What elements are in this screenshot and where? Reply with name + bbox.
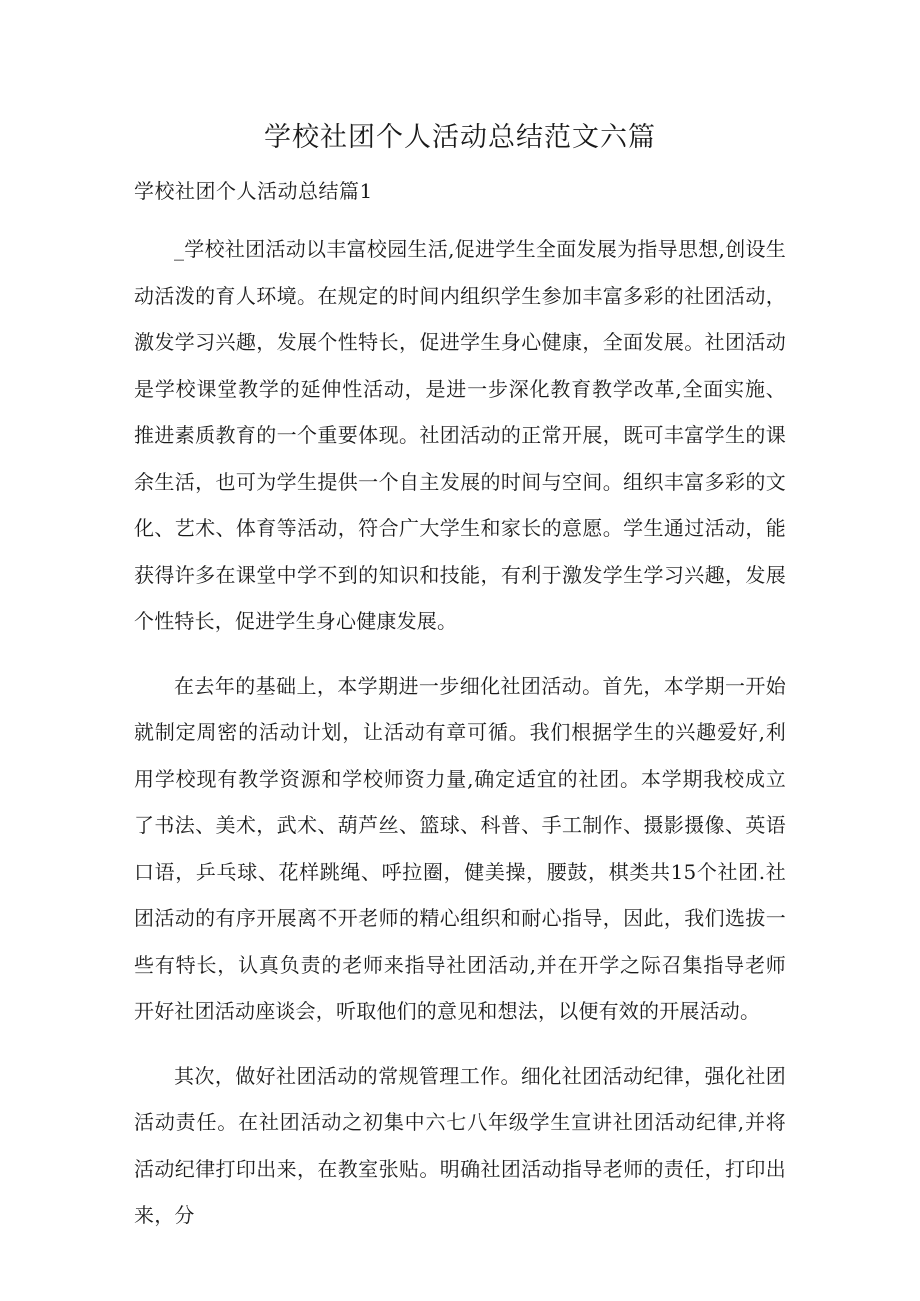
paragraph-1: _学校社团活动以丰富校园生活,促进学生全面发展为指导思想,创设生动活泼的育人环境。在规定的时间内组织学生参加丰富多彩的社团活动，激发学习兴趣，发展个性特长，促进学生身心健康，全面发展。社团活动是学校课堂教学的延伸性活动，是进一步深化教育教学改革,全面实施、推进素质教育的一个重要体现。社团活动的正常开展，既可丰富学生的课余生活，也可为学生提供一个自主发展的时间与空间。组织丰富多彩的文化、艺术、体育等活动，符合广大学生和家长的意愿。学生通过活动，能获得许多在课堂中学不到的知识和技能，有利于激发学生学习兴趣，发展个性特长，促进学生身心健康发展。 bbox=[134, 237, 786, 633]
section-heading: 学校社团个人活动总结篇1 bbox=[134, 179, 373, 203]
document-title: 学校社团个人活动总结范文六篇 bbox=[264, 122, 656, 153]
paragraph-2: 在去年的基础上，本学期进一步细化社团活动。首先，本学期一开始就制定周密的活动计划，让活动有章可循。我们根据学生的兴趣爱好,利用学校现有教学资源和学校师资力量,确定适宜的社团。本学期我校成立了书法、美术，武术、葫芦丝、篮球、科普、手工制作、摄影摄像、英语口语，乒乓球、花样跳绳、呼拉圈，健美操，腰鼓，棋类共15个社团.社团活动的有序开展离不开老师的精心组织和耐心指导，因此，我们选拔一些有特长，认真负责的老师来指导社团活动,并在开学之际召集指导老师开好社团活动座谈会，听取他们的意见和想法，以便有效的开展活动。 bbox=[134, 673, 786, 1023]
paragraph-3: 其次，做好社团活动的常规管理工作。细化社团活动纪律，强化社团活动责任。在社团活动之初集中六七八年级学生宣讲社团活动纪律,并将活动纪律打印出来，在教室张贴。明确社团活动指导老师的责任，打印出来，分 bbox=[134, 1063, 786, 1227]
